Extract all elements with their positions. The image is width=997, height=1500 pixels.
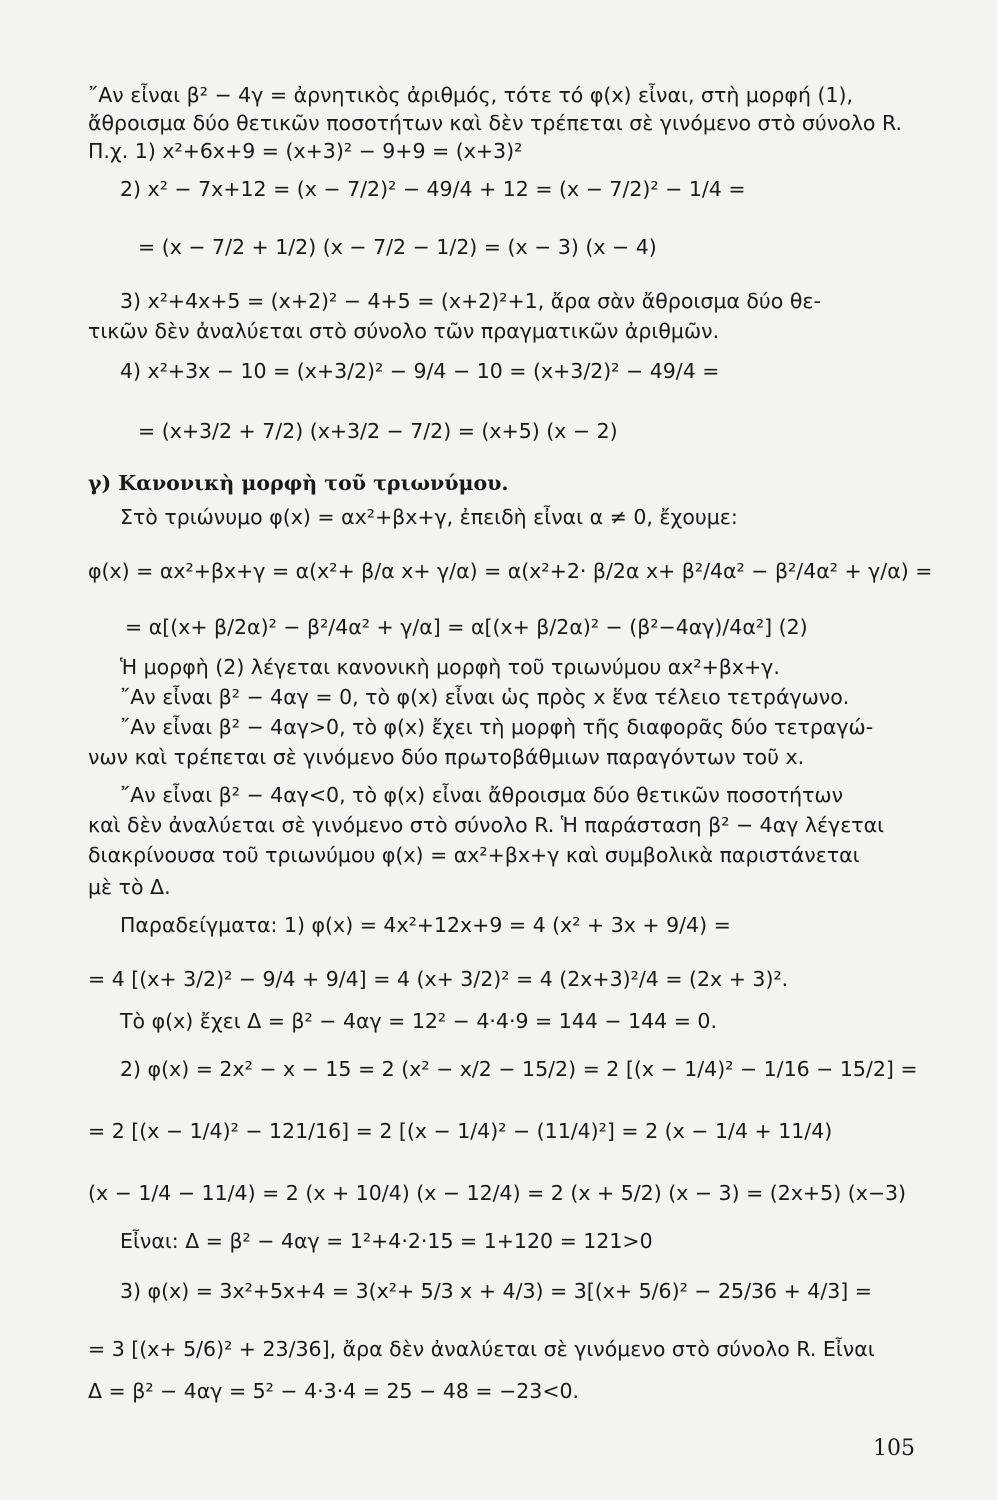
page-number: 105: [873, 1436, 915, 1461]
text-line: μὲ τὸ Δ.: [88, 875, 171, 899]
text-line: ῎Αν εἶναι β² − 4αγ>0, τὸ φ(x) ἔχει τὴ μορφὴ τῆς διαφορᾶς δύο τετραγώ-: [120, 715, 874, 739]
text-line: Στὸ τριώνυμο φ(x) = αx²+βx+γ, ἐπειδὴ εἶναι α ≠ 0, ἔχουμε:: [120, 505, 738, 529]
text-line: 3) x²+4x+5 = (x+2)² − 4+5 = (x+2)²+1, ἄρα σὰν ἄθροισμα δύο θε-: [120, 289, 821, 313]
text-line: ῎Αν εἶναι β² − 4γ = ἀρνητικὸς ἀριθμός, τότε τό φ(x) εἶναι, στὴ μορφή (1),: [88, 83, 854, 107]
equation-line: (x − 1/4 − 11/4) = 2 (x + 10/4) (x − 12/4) = 2 (x + 5/2) (x − 3) = (2x+5) (x−3): [88, 1181, 907, 1205]
equation-line: = (x − 7/2 + 1/2) (x − 7/2 − 1/2) = (x − 3) (x − 4): [138, 235, 657, 259]
text-line: Τὸ φ(x) ἔχει Δ = β² − 4αγ = 12² − 4·4·9 = 144 − 144 = 0.: [120, 1009, 717, 1033]
text-line: διακρίνουσα τοῦ τριωνύμου φ(x) = αx²+βx+γ καὶ συμβολικὰ παριστάνεται: [88, 843, 860, 867]
equation-line: = 4 [(x+ 3/2)² − 9/4 + 9/4] = 4 (x+ 3/2)² = 4 (2x+3)²/4 = (2x + 3)².: [88, 967, 789, 991]
equation-line: = (x+3/2 + 7/2) (x+3/2 − 7/2) = (x+5) (x − 2): [138, 419, 618, 443]
equation-line: Παραδείγματα: 1) φ(x) = 4x²+12x+9 = 4 (x² + 3x + 9/4) =: [120, 913, 731, 937]
equation-line: 4) x²+3x − 10 = (x+3/2)² − 9/4 − 10 = (x+3/2)² − 49/4 =: [120, 359, 720, 383]
equation-line: φ(x) = αx²+βx+γ = α(x²+ β/α x+ γ/α) = α(x²+2· β/2α x+ β²/4α² − β²/4α² + γ/α) =: [88, 559, 933, 583]
equation-line: = 2 [(x − 1/4)² − 121/16] = 2 [(x − 1/4)² − (11/4)²] = 2 (x − 1/4 + 11/4): [88, 1119, 833, 1143]
section-heading: γ) Κανονικὴ μορφὴ τοῦ τριωνύμου.: [88, 471, 509, 495]
equation-line: 2) φ(x) = 2x² − x − 15 = 2 (x² − x/2 − 15/2) = 2 [(x − 1/4)² − 1/16 − 15/2] =: [120, 1057, 918, 1081]
equation-line: Δ = β² − 4αγ = 5² − 4·3·4 = 25 − 48 = −23<0.: [88, 1379, 580, 1403]
text-line: Ἡ μορφὴ (2) λέγεται κανονικὴ μορφὴ τοῦ τριωνύμου αx²+βx+γ.: [120, 655, 780, 679]
equation-line: 3) φ(x) = 3x²+5x+4 = 3(x²+ 5/3 x + 4/3) = 3[(x+ 5/6)² − 25/36 + 4/3] =: [120, 1279, 872, 1303]
equation-line: = 3 [(x+ 5/6)² + 23/36], ἄρα δὲν ἀναλύεται σὲ γινόμενο στὸ σύνολο R. Εἶναι: [88, 1337, 875, 1361]
text-line: τικῶν δὲν ἀναλύεται στὸ σύνολο τῶν πραγματικῶν ἀριθμῶν.: [88, 319, 720, 343]
text-line: Π.χ. 1) x²+6x+9 = (x+3)² − 9+9 = (x+3)²: [88, 139, 523, 163]
equation-line: 2) x² − 7x+12 = (x − 7/2)² − 49/4 + 12 = (x − 7/2)² − 1/4 =: [120, 177, 746, 201]
text-line: Εἶναι: Δ = β² − 4αγ = 1²+4·2·15 = 1+120 = 121>0: [120, 1229, 653, 1253]
text-line: ἄθροισμα δύο θετικῶν ποσοτήτων καὶ δὲν τρέπεται σὲ γινόμενο στὸ σύνολο R.: [88, 111, 902, 135]
text-line: ῎Αν εἶναι β² − 4αγ<0, τὸ φ(x) εἶναι ἄθροισμα δύο θετικῶν ποσοτήτων: [120, 783, 844, 807]
text-line: ῎Αν εἶναι β² − 4αγ = 0, τὸ φ(x) εἶναι ὡς πρὸς x ἕνα τέλειο τετράγωνο.: [120, 685, 850, 709]
equation-line: = α[(x+ β/2α)² − β²/4α² + γ/α] = α[(x+ β/2α)² − (β²−4αγ)/4α²] (2): [125, 615, 808, 639]
text-line: καὶ δὲν ἀναλύεται σὲ γινόμενο στὸ σύνολο R. Ἡ παράσταση β² − 4αγ λέγεται: [88, 813, 885, 837]
text-line: νων καὶ τρέπεται σὲ γινόμενο δύο πρωτοβάθμιων παραγόντων τοῦ x.: [88, 745, 805, 769]
